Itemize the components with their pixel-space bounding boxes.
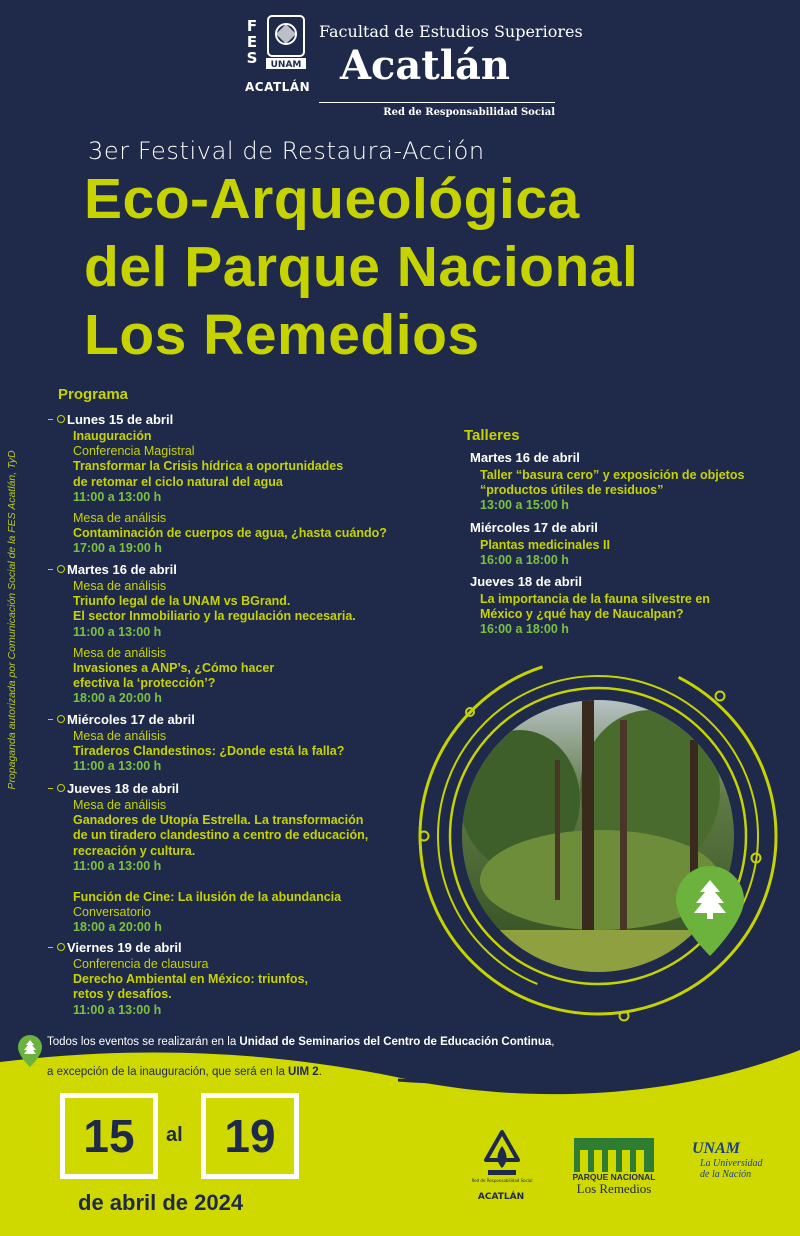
event-title: Derecho Ambiental en México: triunfos, (73, 972, 308, 987)
taller-time: 16:00 a 18:00 h (480, 622, 569, 637)
taller-day: Jueves 18 de abril (470, 574, 583, 589)
programa-day (48, 562, 177, 577)
event-title: recreación y cultura. (73, 843, 196, 858)
title-line-1: Eco-Arqueológica (84, 167, 580, 231)
event-type: Mesa de análisis (73, 511, 167, 525)
faculty-name: Facultad de Estudios Superiores (319, 22, 583, 41)
taller-title: Taller “basura cero” y exposición de objetos (480, 468, 745, 482)
event-type: Mesa de análisis (73, 579, 167, 593)
event-title: El sector Inmobiliario y la regulación necesaria. (73, 609, 356, 624)
event-time: 17:00 a 19:00 h (73, 541, 162, 556)
date-end-box: 19 (201, 1093, 299, 1179)
fes-vertical-label: F E S (246, 17, 258, 67)
event-time: 11:00 a 13:00 h (73, 759, 162, 774)
title-line-3: Los Remedios (84, 303, 480, 367)
event-title: Triunfo legal de la UNAM vs BGrand. (73, 594, 291, 609)
event-time: 11:00 a 13:00 h (73, 1002, 162, 1017)
parque-logo-line-1: PARQUE NACIONAL (572, 1172, 656, 1182)
taller-time: 16:00 a 18:00 h (480, 553, 569, 568)
bullet-circle-icon (57, 784, 65, 792)
date-text: de abril de 2024 (78, 1190, 244, 1215)
footer-line-2: a excepción de la inauguración, que será en la UIM 2. (47, 1066, 322, 1078)
event-time: 11:00 a 13:00 h (73, 489, 162, 504)
event-title: Invasiones a ANP’s, ¿Cómo hacer (73, 661, 275, 675)
bullet-circle-icon (57, 943, 65, 951)
festival-subtitle: 3er Festival de Restaura-Acción (88, 137, 485, 165)
event-type: Mesa de análisis (73, 645, 167, 660)
bullet-icon (48, 719, 53, 721)
recycle-logo-caption: Red de Responsabilidad Social (471, 1178, 533, 1183)
event-type: Conferencia de clausura (73, 957, 209, 971)
programa-heading: Programa (58, 386, 129, 403)
event-title: Ganadores de Utopía Estrella. La transformación (73, 813, 364, 828)
event-title: efectiva la ‘protección’? (73, 676, 216, 691)
event-title: Inauguración (73, 429, 152, 443)
programa-day-label: Lunes 15 de abril (67, 412, 174, 427)
event-time: 11:00 a 13:00 h (73, 858, 162, 873)
event-title: Contaminación de cuerpos de agua, ¿hasta cuándo? (73, 526, 387, 541)
footer-line-1: Todos los eventos se realizarán en la Unidad de Seminarios del Centro de Educación Continua, (47, 1036, 555, 1048)
talleres-heading: Talleres (464, 427, 520, 444)
event-title: Transformar la Crisis hídrica a oportunidades (73, 459, 344, 474)
bullet-circle-icon (57, 415, 65, 423)
programa-day (48, 412, 173, 427)
programa-day (48, 781, 179, 796)
taller-title: “productos útiles de residuos” (480, 483, 664, 498)
event-type: Mesa de análisis (73, 798, 167, 812)
programa-day-label: Jueves 18 de abril (67, 781, 180, 796)
bullet-icon (48, 569, 53, 571)
taller-day: Miércoles 17 de abril (470, 520, 598, 535)
unam-logo-wordmark: UNAM (692, 1140, 741, 1157)
event-title: de un tiradero clandestino a centro de educación, (73, 828, 369, 843)
date-separator: al (166, 1124, 183, 1146)
bullet-icon (48, 419, 53, 421)
footer-pin-icon (16, 1034, 44, 1068)
taller-time: 13:00 a 15:00 h (480, 498, 569, 513)
event-time: 11:00 a 13:00 h (73, 624, 162, 639)
unam-logo-tagline: La Universidad de la Nación (700, 1158, 763, 1180)
taller-day: Martes 16 de abril (470, 450, 580, 465)
event-time: 18:00 a 20:00 h (73, 691, 162, 706)
programa-day-label: Martes 16 de abril (67, 562, 177, 577)
bullet-circle-icon (57, 565, 65, 573)
unam-seal-text: UNAM (270, 60, 302, 70)
bullet-circle-icon (57, 715, 65, 723)
recycle-logo-icon (471, 1128, 533, 1184)
programa-day-label: Viernes 19 de abril (67, 940, 182, 955)
recycle-logo-label: ACATLÁN (477, 1192, 525, 1202)
event-type: Conferencia Magistral (73, 444, 195, 459)
programa-day (48, 712, 195, 727)
event-title: Tiraderos Clandestinos: ¿Donde está la falla? (73, 744, 345, 759)
event-time: 18:00 a 20:00 h (73, 920, 162, 935)
bullet-icon (48, 788, 53, 790)
side-authorization-text: Propaganda autorizada por Comunicación Social de la FES Acatlán, TyD (6, 450, 18, 790)
programa-day-label: Miércoles 17 de abril (67, 712, 195, 727)
bullet-icon (48, 947, 53, 949)
event-title: de retomar el ciclo natural del agua (73, 474, 283, 489)
event-title: Función de Cine: La ilusión de la abundancia (73, 890, 342, 904)
date-start-box: 15 (60, 1093, 158, 1179)
red-responsabilidad-label: Red de Responsabilidad Social (383, 107, 555, 118)
acatlan-wordmark: Acatlán (340, 42, 510, 89)
event-type: Conversatorio (73, 905, 151, 920)
event-title: retos y desafíos. (73, 987, 172, 1002)
taller-title: La importancia de la fauna silvestre en (480, 592, 710, 606)
parque-logo-line-2: Los Remedios (576, 1181, 652, 1196)
taller-title: México y ¿qué hay de Naucalpan? (480, 607, 684, 622)
title-line-2: del Parque Nacional (84, 235, 639, 299)
acatlan-small-label: ACATLÁN (245, 80, 311, 94)
event-type: Mesa de análisis (73, 729, 167, 743)
programa-day (48, 940, 182, 955)
taller-title: Plantas medicinales II (480, 538, 610, 552)
